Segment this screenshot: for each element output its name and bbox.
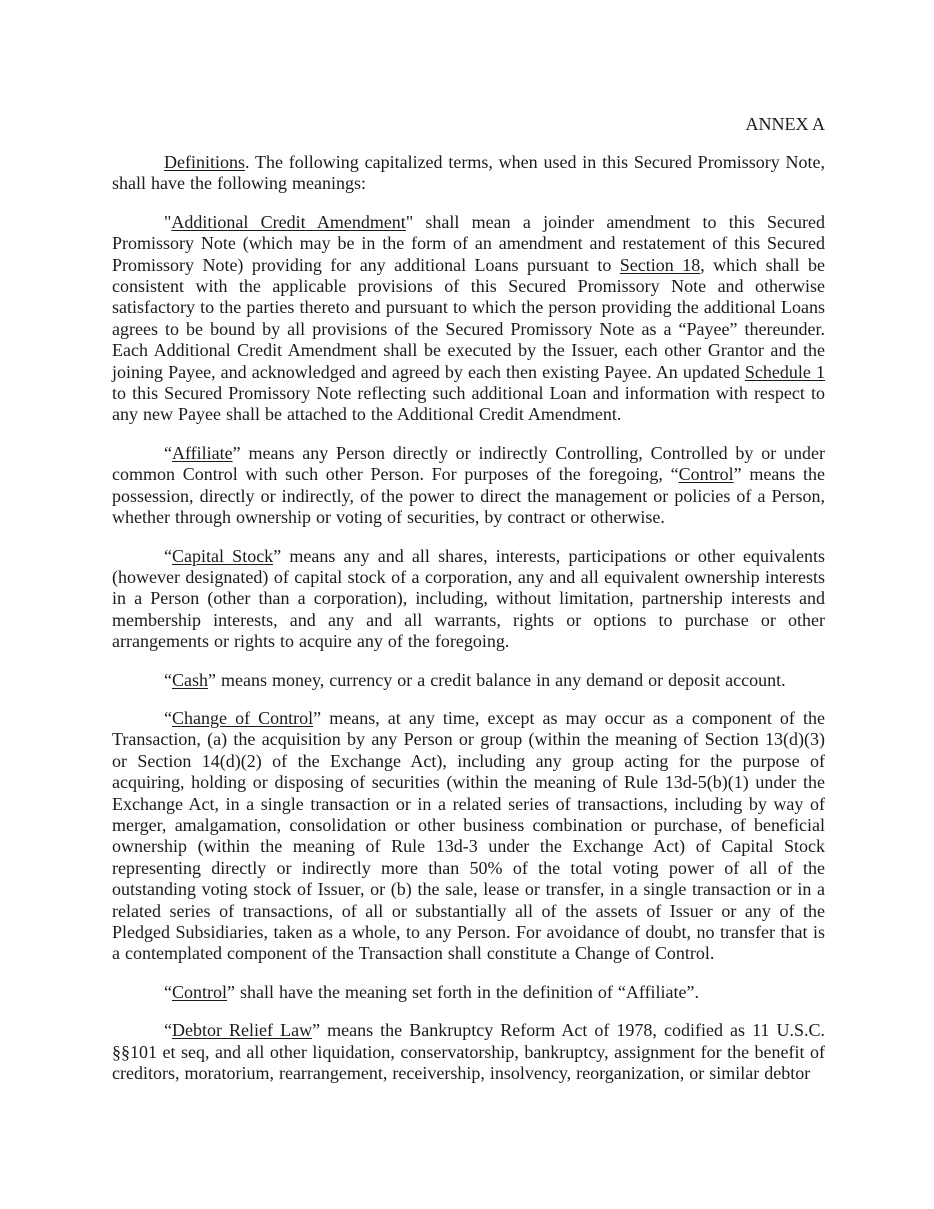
defined-term: Control: [678, 464, 734, 485]
text-run: to this Secured Promissory Note reflecting such additional Loan and information with respect to any new Payee shall be attached to the Additional Credit Amendment.: [112, 383, 825, 425]
defined-term: Affiliate: [172, 442, 233, 463]
defined-term: Debtor Relief Law: [172, 1020, 313, 1041]
text-run: ” shall have the meaning set forth in the definition of “Affiliate”.: [227, 981, 700, 1002]
text-run: “: [164, 707, 172, 728]
paragraph-control: [112, 982, 825, 1003]
text-run: . The following capitalized terms, when used in this Secured Promissory Note, shall have the following meanings:: [112, 152, 825, 194]
paragraph-definitions-intro: [112, 152, 825, 195]
text-run: ” means the Bankruptcy Reform Act of 1978, codified as 11 U.S.C. §§101 et seq, and all other liquidation, conservatorship, bankruptcy, assignment for the benefit of creditors, moratorium, rearrangement, receivership, insolvency, reorganization, or similar debtor: [112, 1020, 825, 1084]
defined-term: Capital Stock: [172, 545, 274, 566]
text-run: “: [164, 545, 172, 566]
text-run: “: [164, 442, 172, 463]
text-run: “: [164, 981, 172, 1002]
paragraph-change-of-control: [112, 708, 825, 965]
text-run: ": [164, 211, 172, 232]
text-run: , which shall be consistent with the applicable provisions of this Secured Promissory Note and otherwise satisfactory to the parties thereto and pursuant to which the person providing the additional Loans agrees to be bound by all provisions of the Secured Promissory Note as a “Payee” thereunder. Each Additional Credit Amendment shall be executed by the Issuer, each other Grantor and the joining Payee, and acknowledged and agreed by each then existing Payee. An updated: [112, 254, 825, 382]
defined-term: Control: [172, 981, 228, 1002]
defined-term: Definitions: [164, 152, 245, 172]
paragraph-capital-stock: [112, 546, 825, 653]
paragraph-affiliate: [112, 443, 825, 529]
defined-term: Change of Control: [172, 707, 314, 728]
defined-term: Schedule 1: [744, 361, 825, 382]
defined-term: Additional Credit Amendment: [171, 211, 406, 232]
text-run: ” means money, currency or a credit balance in any demand or deposit account.: [208, 669, 786, 690]
text-run: " shall mean a joinder amendment to this Secured Promissory Note (which may be in the form of an amendment and restatement of this Secured Promissory Note) providing for any additional Loans pursuant to: [112, 211, 825, 275]
paragraph-cash: [112, 670, 825, 691]
text-run: “: [164, 1020, 172, 1041]
defined-term: Section 18: [619, 254, 701, 275]
text-run: “: [164, 669, 172, 690]
document-body: [112, 152, 825, 1084]
text-run: ” means the possession, directly or indirectly, of the power to direct the management or policies of a Person, whether through ownership or voting of securities, by contract or otherwise.: [112, 464, 826, 528]
paragraph-additional-credit-amendment: [112, 212, 825, 426]
text-run: ” means any and all shares, interests, participations or other equivalents (however designated) of capital stock of a corporation, any and all equivalent ownership interests in a Person (other than a corporation), including, without limitation, partnership interests and membership interests, and any and all warrants, rights or options to purchase or other arrangements or rights to acquire any of the foregoing.: [112, 545, 825, 652]
text-run: ” means, at any time, except as may occur as a component of the Transaction, (a) the acquisition by any Person or group (within the meaning of Section 13(d)(3) or Section 14(d)(2) of the Exchange Act), including any group acting for the purpose of acquiring, holding or disposing of securities (within the meaning of Rule 13d-5(b)(1) under the Exchange Act, in a single transaction or in a related series of transactions, including by way of merger, amalgamation, consolidation or other business combination or purchase, of beneficial ownership (within the meaning of Rule 13d-3 under the Exchange Act) of Capital Stock representing directly or indirectly more than 50% of the total voting power of all of the outstanding voting stock of Issuer, or (b) the sale, lease or transfer, in a single transaction or in a related series of transactions, of all or substantially all of the assets of Issuer or any of the Pledged Subsidiaries, taken as a whole, to any Person. For avoidance of doubt, no transfer that is a contemplated component of the Transaction shall constitute a Change of Control.: [112, 707, 825, 964]
text-run: ” means any Person directly or indirectly Controlling, Controlled by or under common Control with such other Person. For purposes of the foregoing, “: [112, 442, 825, 485]
annex-label: ANNEX A: [745, 114, 825, 134]
defined-term: Cash: [172, 669, 208, 690]
paragraph-debtor-relief-law: [112, 1020, 825, 1084]
